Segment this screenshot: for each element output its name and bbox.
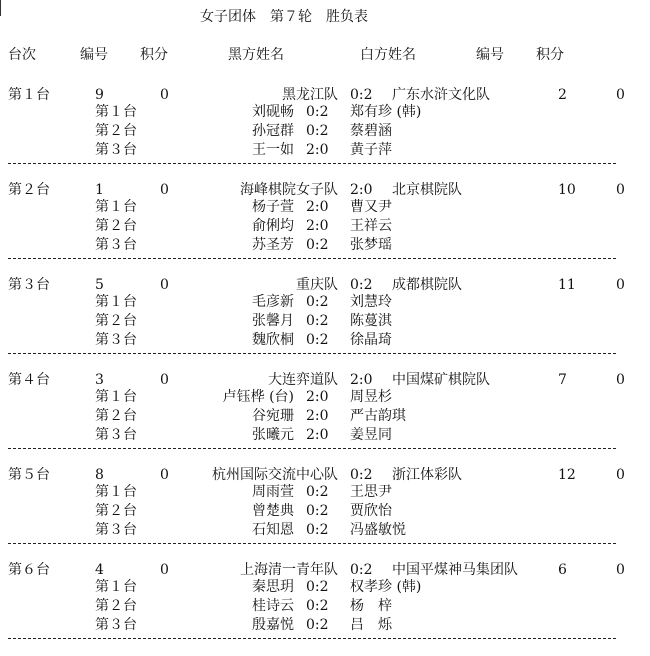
white-player: 吕 烁 <box>350 617 392 633</box>
board-label: 第２台 <box>95 408 137 424</box>
match-points-left: 0 <box>160 182 169 198</box>
match-block <box>0 561 650 656</box>
match-table-no: 第３台 <box>8 277 50 293</box>
match-points-right: 0 <box>616 372 625 388</box>
match-number-left: 9 <box>95 87 104 103</box>
white-player: 郑有珍 (韩) <box>350 104 422 120</box>
board-score: 0:2 <box>306 579 329 595</box>
white-team-name: 广东水浒文化队 <box>392 87 490 103</box>
black-team-name: 大连弈道队 <box>268 372 338 388</box>
match-points-left: 0 <box>160 87 169 103</box>
board-score: 2:0 <box>306 389 329 405</box>
match-points-right: 0 <box>616 277 625 293</box>
black-player: 杨子萱 <box>252 199 294 215</box>
match-score: 0:2 <box>350 562 373 578</box>
header-white-name: 白方姓名 <box>360 47 416 63</box>
black-player: 石知恩 <box>252 522 294 538</box>
black-player: 卢钰桦 (台) <box>222 389 294 405</box>
white-team-name: 北京棋院队 <box>392 182 462 198</box>
white-player: 杨 梓 <box>350 598 392 614</box>
match-number-left: 8 <box>95 467 104 483</box>
header-black-name: 黑方姓名 <box>228 47 284 63</box>
board-score: 0:2 <box>306 104 329 120</box>
white-team-name: 成都棋院队 <box>392 277 462 293</box>
white-team-name: 浙江体彩队 <box>392 467 462 483</box>
white-player: 刘慧玲 <box>350 294 392 310</box>
board-score: 0:2 <box>306 237 329 253</box>
white-player: 王祥云 <box>350 218 392 234</box>
board-score: 2:0 <box>306 199 329 215</box>
board-score: 2:0 <box>306 142 329 158</box>
black-player: 王一如 <box>252 142 294 158</box>
board-label: 第３台 <box>95 522 137 538</box>
white-player: 贾欣怡 <box>350 503 392 519</box>
board-score: 2:0 <box>306 408 329 424</box>
match-score: 2:0 <box>350 182 373 198</box>
match-number-right: 6 <box>558 562 567 578</box>
match-number-left: 5 <box>95 277 104 293</box>
dashed-separator <box>8 543 616 544</box>
black-player: 秦思玥 <box>252 579 294 595</box>
match-points-right: 0 <box>616 182 625 198</box>
white-team-name: 中国煤矿棋院队 <box>392 372 490 388</box>
match-score: 0:2 <box>350 87 373 103</box>
match-block <box>0 466 650 561</box>
board-label: 第１台 <box>95 484 137 500</box>
black-player: 张馨月 <box>252 313 294 329</box>
black-team-name: 海峰棋院女子队 <box>240 182 338 198</box>
match-table-no: 第４台 <box>8 372 50 388</box>
white-player: 蔡碧涵 <box>350 123 392 139</box>
black-team-name: 上海清一青年队 <box>240 562 338 578</box>
match-points-right: 0 <box>616 87 625 103</box>
dashed-separator <box>8 353 616 354</box>
board-label: 第２台 <box>95 598 137 614</box>
match-block <box>0 181 650 276</box>
white-player: 曹又尹 <box>350 199 392 215</box>
board-label: 第１台 <box>95 389 137 405</box>
board-label: 第３台 <box>95 332 137 348</box>
white-player: 陈蔓淇 <box>350 313 392 329</box>
board-label: 第２台 <box>95 503 137 519</box>
board-label: 第１台 <box>95 199 137 215</box>
board-label: 第２台 <box>95 313 137 329</box>
board-label: 第２台 <box>95 123 137 139</box>
white-player: 姜昱同 <box>350 427 392 443</box>
board-label: 第１台 <box>95 294 137 310</box>
white-player: 张梦瑶 <box>350 237 392 253</box>
black-player: 毛彦新 <box>252 294 294 310</box>
dashed-separator <box>8 448 616 449</box>
black-player: 孙冠群 <box>252 123 294 139</box>
match-table-no: 第１台 <box>8 87 50 103</box>
page-title: 女子团体 第７轮 胜负表 <box>200 9 368 25</box>
board-score: 0:2 <box>306 484 329 500</box>
match-block <box>0 86 650 181</box>
header-number-right: 编号 <box>476 47 504 63</box>
match-number-left: 4 <box>95 562 104 578</box>
black-player: 俞俐均 <box>252 218 294 234</box>
white-player: 黄子萍 <box>350 142 392 158</box>
board-label: 第３台 <box>95 142 137 158</box>
match-number-right: 2 <box>558 87 567 103</box>
match-points-left: 0 <box>160 372 169 388</box>
white-team-name: 中国平煤神马集团队 <box>392 562 518 578</box>
black-player: 苏圣芳 <box>252 237 294 253</box>
match-table-no: 第５台 <box>8 467 50 483</box>
match-number-right: 10 <box>558 182 576 198</box>
board-label: 第１台 <box>95 579 137 595</box>
match-block <box>0 371 650 466</box>
board-score: 0:2 <box>306 332 329 348</box>
header-number-left: 编号 <box>80 47 108 63</box>
match-table-no: 第６台 <box>8 562 50 578</box>
white-player: 徐晶琦 <box>350 332 392 348</box>
board-label: 第１台 <box>95 104 137 120</box>
board-label: 第３台 <box>95 427 137 443</box>
match-table-no: 第２台 <box>8 182 50 198</box>
black-team-name: 重庆队 <box>296 277 338 293</box>
board-label: 第３台 <box>95 617 137 633</box>
board-label: 第２台 <box>95 218 137 234</box>
black-player: 魏欣桐 <box>252 332 294 348</box>
match-score: 0:2 <box>350 277 373 293</box>
match-points-left: 0 <box>160 562 169 578</box>
board-score: 0:2 <box>306 617 329 633</box>
board-label: 第３台 <box>95 237 137 253</box>
black-player: 周雨萱 <box>252 484 294 500</box>
white-player: 权孝珍 (韩) <box>350 579 422 595</box>
white-player: 严古韵琪 <box>350 408 406 424</box>
match-points-right: 0 <box>616 562 625 578</box>
match-number-right: 12 <box>558 467 576 483</box>
header-table-no: 台次 <box>8 47 36 63</box>
match-block <box>0 276 650 371</box>
black-player: 殷嘉悦 <box>252 617 294 633</box>
board-score: 0:2 <box>306 313 329 329</box>
board-score: 0:2 <box>306 522 329 538</box>
match-score: 0:2 <box>350 467 373 483</box>
white-player: 周昱杉 <box>350 389 392 405</box>
black-player: 曾楚典 <box>252 503 294 519</box>
header-points-right: 积分 <box>536 47 564 63</box>
match-points-left: 0 <box>160 277 169 293</box>
dashed-separator <box>8 163 616 164</box>
page-border <box>0 0 1 16</box>
black-player: 桂诗云 <box>252 598 294 614</box>
board-score: 0:2 <box>306 598 329 614</box>
match-number-left: 1 <box>95 182 104 198</box>
board-score: 2:0 <box>306 427 329 443</box>
black-team-name: 杭州国际交流中心队 <box>212 467 338 483</box>
board-score: 0:2 <box>306 294 329 310</box>
dashed-separator <box>8 258 616 259</box>
match-points-left: 0 <box>160 467 169 483</box>
board-score: 0:2 <box>306 503 329 519</box>
match-number-right: 7 <box>558 372 567 388</box>
board-score: 0:2 <box>306 123 329 139</box>
dashed-separator <box>8 638 616 639</box>
header-points-left: 积分 <box>140 47 168 63</box>
black-player: 刘砚畅 <box>252 104 294 120</box>
match-number-right: 11 <box>558 277 576 293</box>
black-team-name: 黑龙江队 <box>282 87 338 103</box>
match-score: 2:0 <box>350 372 373 388</box>
white-player: 王思尹 <box>350 484 392 500</box>
black-player: 张曦元 <box>252 427 294 443</box>
black-player: 谷宛珊 <box>252 408 294 424</box>
white-player: 冯盛敏悦 <box>350 522 406 538</box>
match-points-right: 0 <box>616 467 625 483</box>
board-score: 2:0 <box>306 218 329 234</box>
match-number-left: 3 <box>95 372 104 388</box>
